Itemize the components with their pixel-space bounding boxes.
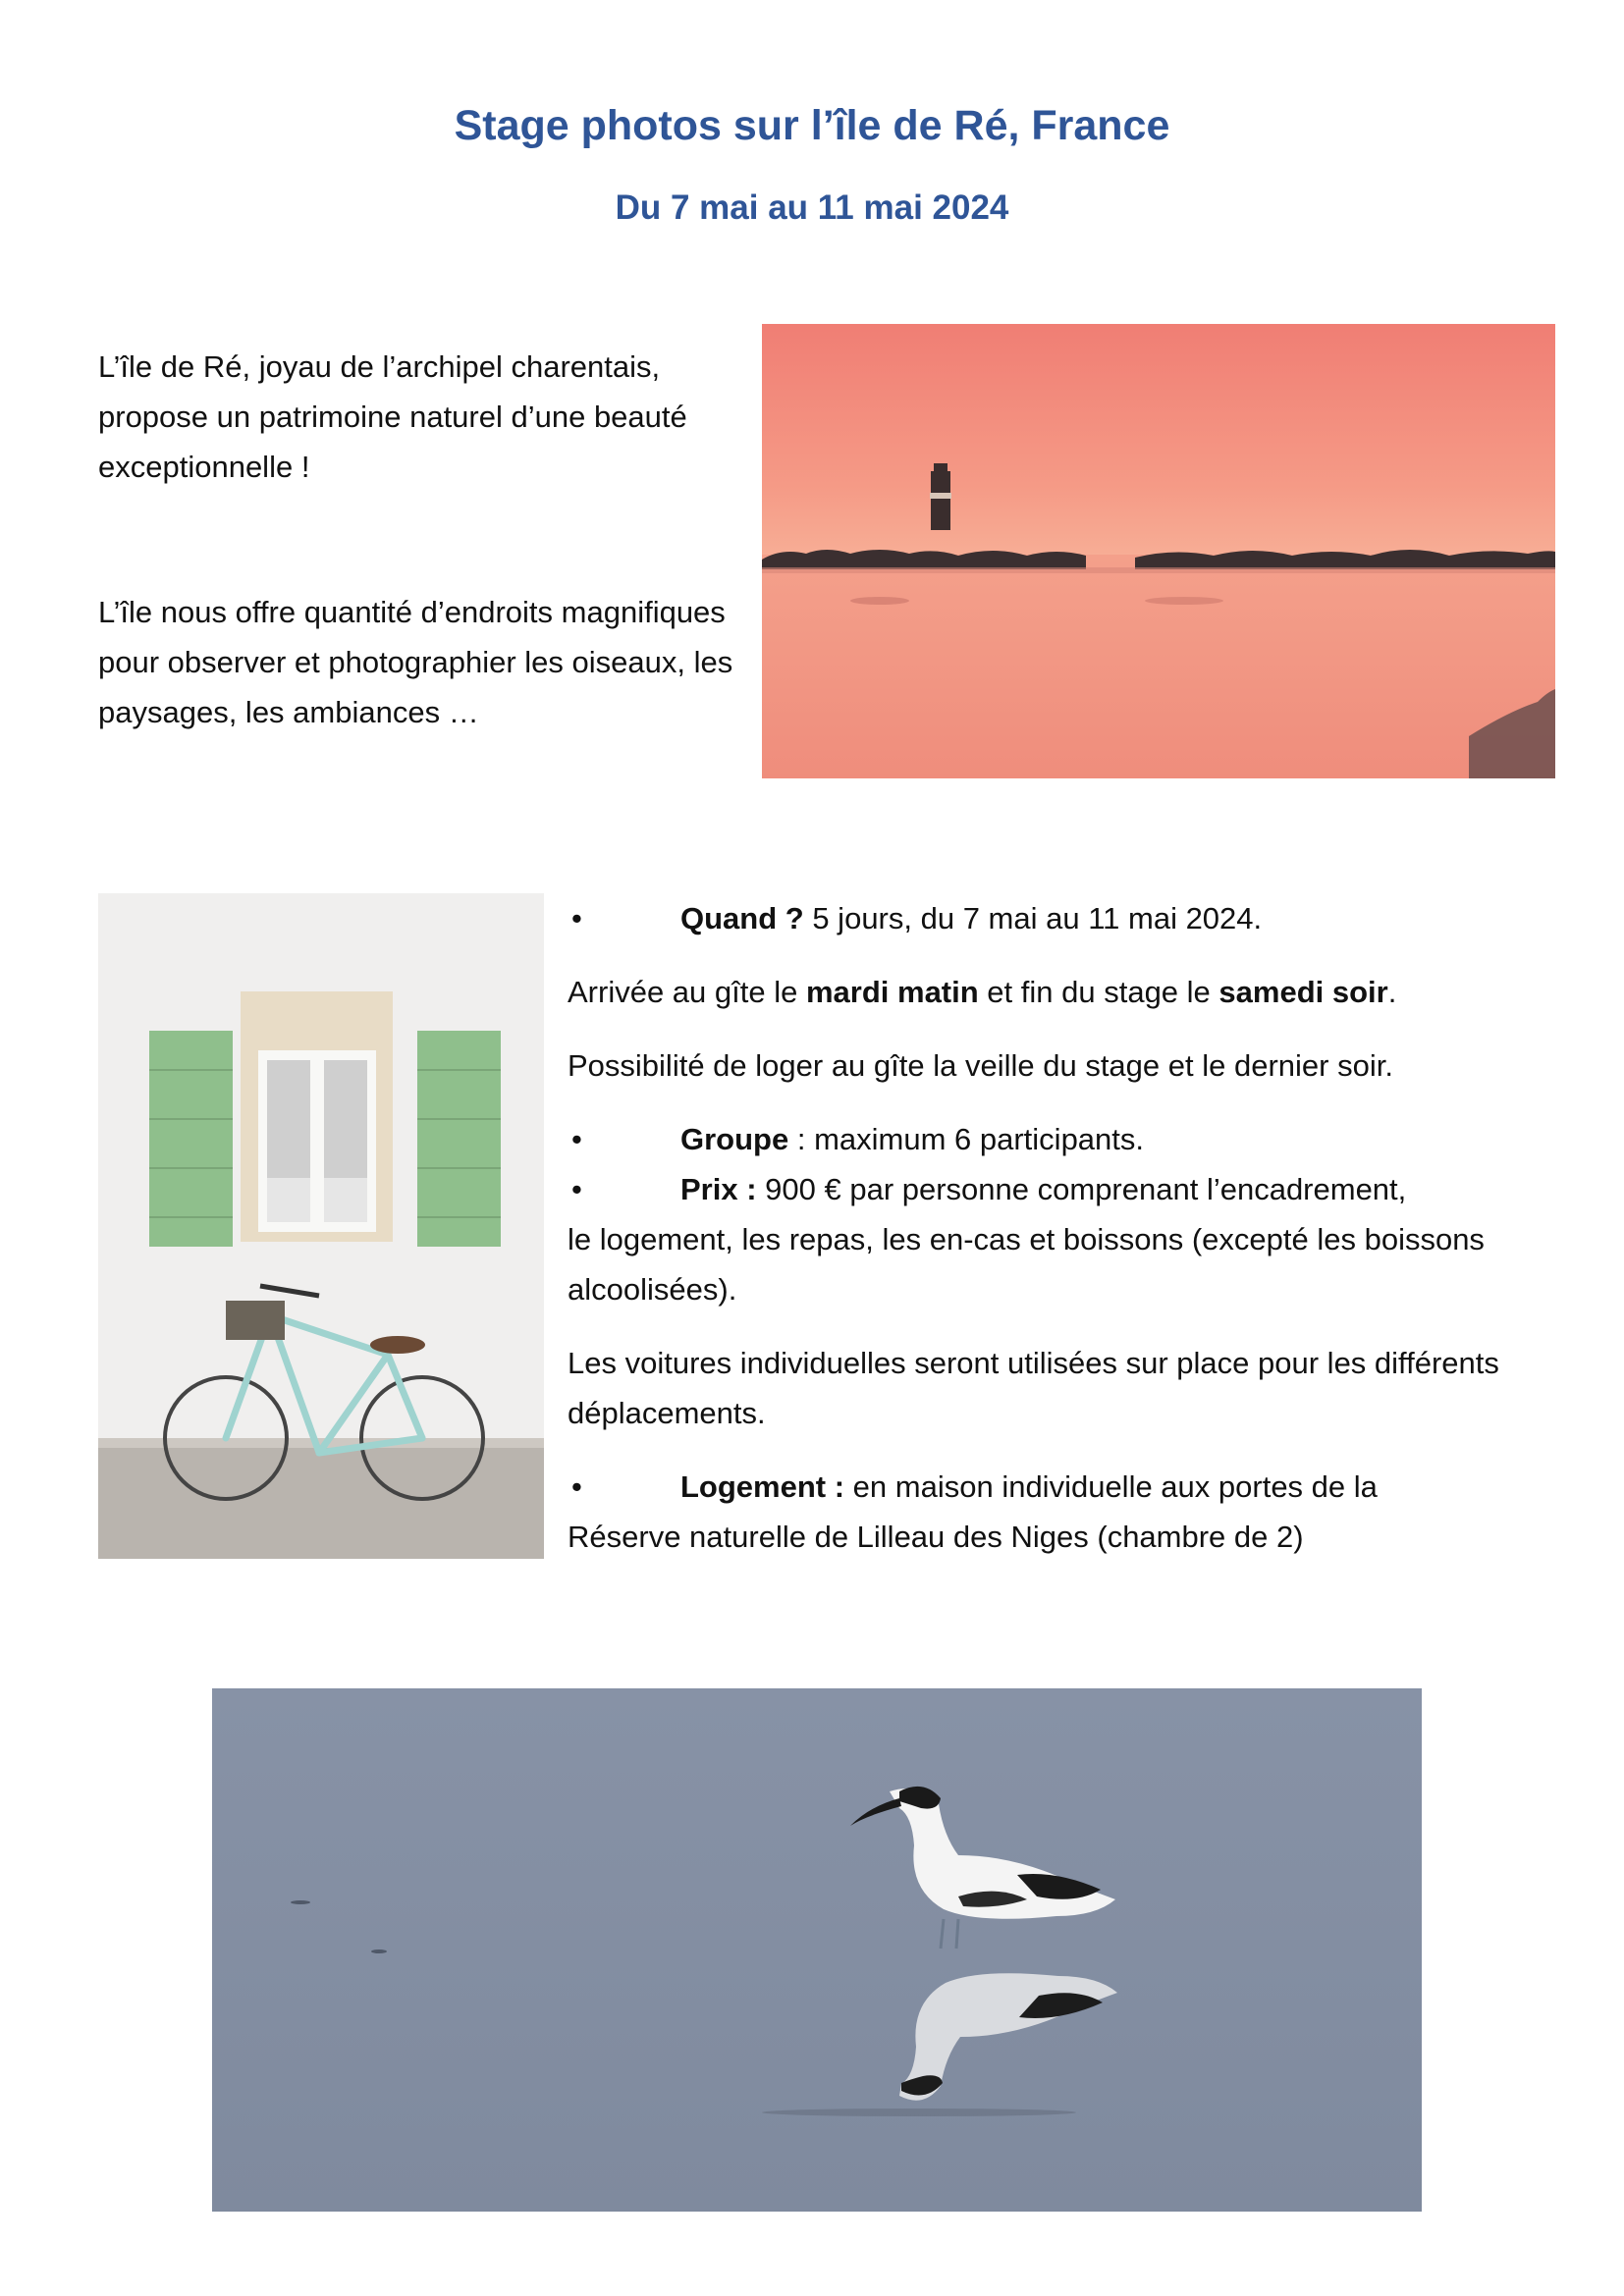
bullet-icon: • bbox=[571, 1172, 582, 1206]
intro-paragraph-1: L’île de Ré, joyau de l’archipel charentais, propose un patrimoine naturel d’une beauté exceptionnelle ! bbox=[98, 349, 687, 484]
arrivee-text bbox=[568, 967, 1549, 1017]
arrivee-part-1: Arrivée au gîte le bbox=[568, 975, 806, 1009]
groupe-text: : maximum 6 participants. bbox=[788, 1122, 1145, 1156]
list-item-quand bbox=[568, 893, 1549, 943]
sunset-lighthouse-photo bbox=[762, 324, 1555, 778]
arrivee-part-2: et fin du stage le bbox=[978, 975, 1219, 1009]
veille-text: Possibilité de loger au gîte la veille du stage et le dernier soir. bbox=[568, 1048, 1393, 1083]
bullet-icon: • bbox=[571, 901, 582, 935]
groupe-label: Groupe bbox=[680, 1122, 789, 1156]
list-item-logement bbox=[568, 1462, 1549, 1512]
bicycle-window-photo bbox=[98, 893, 544, 1559]
arrivee-bold-1: mardi matin bbox=[805, 975, 979, 1009]
arrivee-part-3: . bbox=[1387, 975, 1397, 1009]
list-item-groupe bbox=[568, 1114, 1549, 1164]
page-title: Stage photos sur l’île de Ré, France bbox=[454, 102, 1170, 149]
bullet-icon: • bbox=[571, 1122, 582, 1156]
prix-text-2: le logement, les repas, les en-cas et boissons (excepté les boissons alcoolisées). bbox=[568, 1222, 1485, 1307]
bullet-icon: • bbox=[571, 1469, 582, 1504]
intro-paragraph-2: L’île nous offre quantité d’endroits magnifiques pour observer et photographier les oiseaux, les paysages, les ambiances … bbox=[98, 595, 733, 729]
arrivee-bold-2: samedi soir bbox=[1218, 975, 1388, 1009]
logement-text-2: Réserve naturelle de Lilleau des Niges (chambre de 2) bbox=[568, 1520, 1304, 1554]
list-item-prix bbox=[568, 1164, 1549, 1214]
avocet-bird-photo bbox=[212, 1688, 1422, 2212]
voitures-text: Les voitures individuelles seront utilisées sur place pour les différents déplacements. bbox=[568, 1346, 1499, 1430]
quand-text: 5 jours, du 7 mai au 11 mai 2024. bbox=[803, 901, 1263, 935]
quand-label: Quand ? bbox=[680, 901, 804, 935]
logement-label: Logement : bbox=[680, 1469, 845, 1504]
logement-text-1: en maison individuelle aux portes de la bbox=[844, 1469, 1378, 1504]
prix-text-1: 900 € par personne comprenant l’encadrement, bbox=[756, 1172, 1407, 1206]
prix-label: Prix : bbox=[680, 1172, 757, 1206]
details-section bbox=[568, 893, 1549, 1562]
page-dates: Du 7 mai au 11 mai 2024 bbox=[615, 188, 1009, 227]
